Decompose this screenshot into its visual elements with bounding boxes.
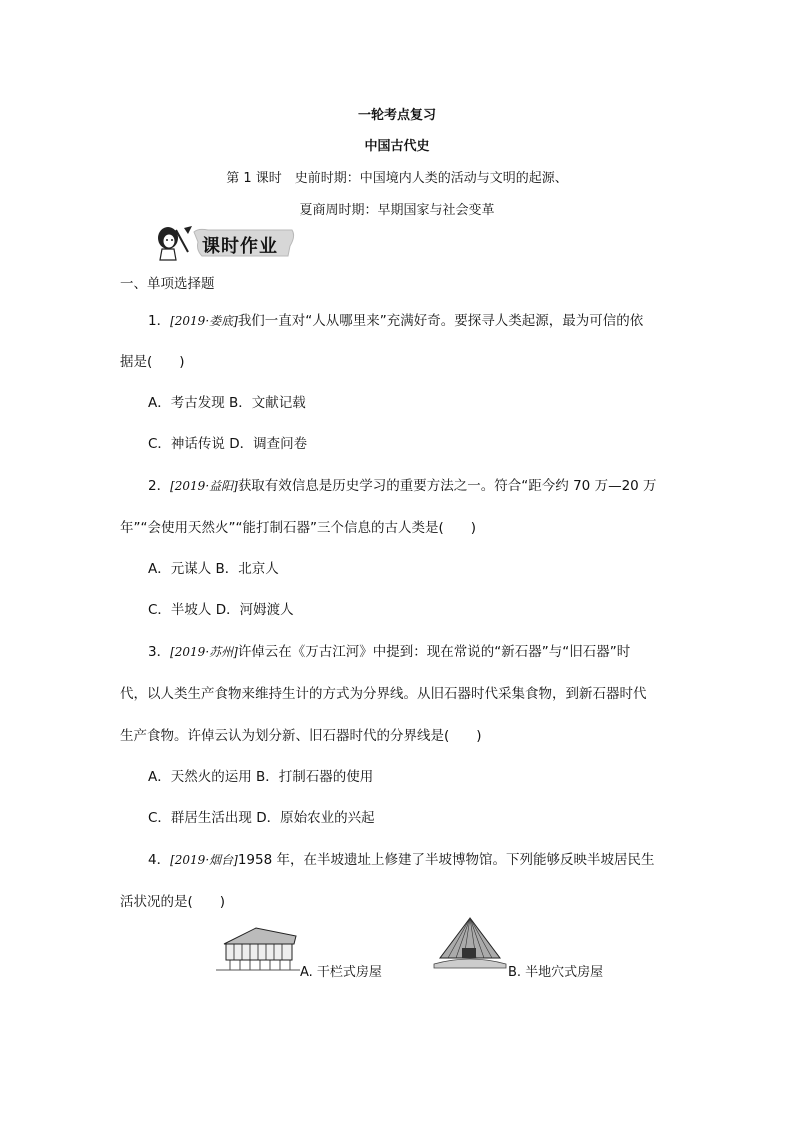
subject-title: 中国古代史 [364, 139, 430, 154]
option-c[interactable]: C．半坡人 [148, 602, 212, 618]
option-d[interactable]: D．原始农业的兴起 [256, 810, 375, 826]
question-text: 获取有效信息是历史学习的重要方法之一。符合“距今约 70 万—20 万 [237, 478, 657, 494]
option-b[interactable]: B．文献记载 [229, 395, 306, 411]
option-d[interactable]: D．河姆渡人 [215, 602, 294, 618]
question-text: 1958 年，在半坡遗址上修建了半坡博物馆。下列能够反映半坡居民生 [237, 852, 655, 868]
question-1-line2: 据是( ) [120, 354, 185, 370]
option-a[interactable]: A．天然火的运用 [148, 769, 252, 785]
question-2-options-cd [148, 598, 294, 618]
question-3-line1 [148, 640, 630, 660]
option-a-label[interactable]: A. 干栏式房屋 [300, 965, 382, 980]
question-number: 1． [148, 313, 171, 329]
question-2-options-ab [148, 557, 279, 577]
question-2-line2: 年”“会使用天然火”“能打制石器”三个信息的古人类是( ) [120, 520, 477, 536]
banner-title: 课时作业 [202, 236, 278, 257]
semi-subterranean-house-illustration[interactable] [432, 914, 508, 976]
option-b[interactable]: B．北京人 [215, 561, 279, 577]
lesson-title-line2: 夏商周时期：早期国家与社会变革 [299, 203, 495, 218]
question-4-line2: 活状况的是( ) [120, 894, 226, 910]
question-number: 4． [148, 852, 171, 868]
question-1-line1 [148, 309, 643, 329]
question-number: 2． [148, 478, 171, 494]
question-3-line2: 代，以人类生产食物来维持生计的方式为分界线。从旧石器时代采集食物，到新石器时代 [120, 686, 647, 702]
option-a[interactable]: A．元谋人 [148, 561, 212, 577]
stilt-house-illustration[interactable] [216, 922, 300, 976]
question-source: [2019·益阳] [170, 479, 238, 493]
option-d[interactable]: D．调查问卷 [229, 436, 308, 452]
option-b[interactable]: B．打制石器的使用 [256, 769, 374, 785]
question-4-line1 [148, 848, 654, 868]
option-c[interactable]: C．神话传说 [148, 436, 225, 452]
question-text: 许倬云在《万古江河》中提到：现在常说的“新石器”与“旧石器”时 [237, 644, 631, 660]
question-1-options-ab [148, 391, 306, 411]
question-3-line3: 生产食物。许倬云认为划分新、旧石器时代的分界线是( ) [120, 728, 482, 744]
question-2-line1 [148, 474, 657, 494]
question-text: 我们一直对“人从哪里来”充满好奇。要探寻人类起源，最为可信的依 [237, 313, 644, 329]
option-a[interactable]: A．考古发现 [148, 395, 225, 411]
option-b-label[interactable]: B. 半地穴式房屋 [508, 965, 604, 980]
page-title: 一轮考点复习 [357, 108, 436, 123]
student-writing-icon [158, 226, 192, 260]
question-source: [2019·娄底] [170, 314, 238, 328]
lesson-title-line1: 第 1 课时 史前时期：中国境内人类的活动与文明的起源、 [226, 171, 568, 186]
option-c[interactable]: C．群居生活出现 [148, 810, 252, 826]
question-source: [2019·苏州] [170, 645, 238, 659]
section-title: 一、单项选择题 [120, 276, 215, 292]
question-3-options-ab [148, 765, 373, 785]
question-3-options-cd [148, 806, 375, 826]
question-number: 3． [148, 644, 171, 660]
question-source: [2019·烟台] [170, 853, 238, 867]
question-1-options-cd [148, 432, 307, 452]
